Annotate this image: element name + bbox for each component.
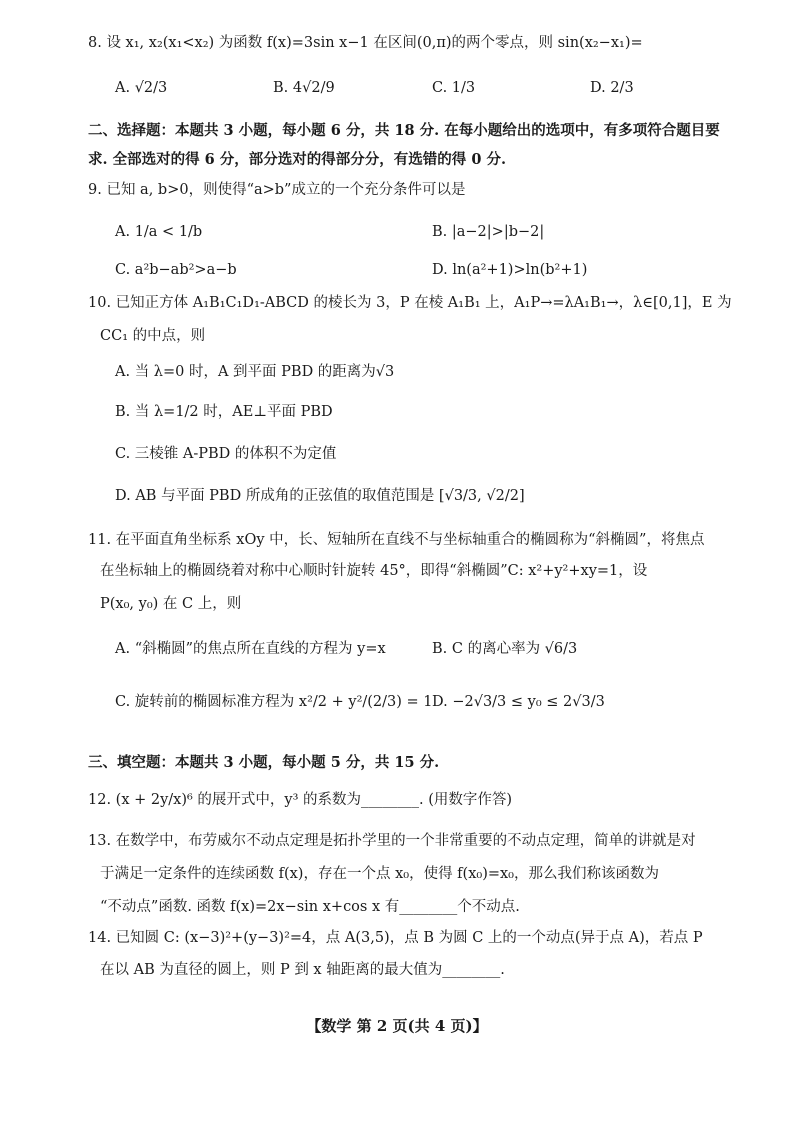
q8-option-d: D. 2/3 xyxy=(590,80,634,96)
q11-stem-line2: 在坐标轴上的椭圆绕着对称中心顺时针旋转 45°，即得“斜椭圆”C: x²+y²+xy=1，设 xyxy=(100,563,648,579)
q11-option-d: D. −2√3/3 ≤ y₀ ≤ 2√3/3 xyxy=(432,694,605,710)
q9-stem: 9. 已知 a, b>0，则使得“a>b”成立的一个充分条件可以是 xyxy=(88,182,466,198)
q8-option-b: B. 4√2/9 xyxy=(273,80,335,96)
q10-stem-line2: CC₁ 的中点，则 xyxy=(100,328,206,344)
q14-stem-line2: 在以 AB 为直径的圆上，则 P 到 x 轴距离的最大值为________. xyxy=(100,962,505,978)
q11-stem-line3: P(x₀, y₀) 在 C 上，则 xyxy=(100,596,242,612)
page-footer: 【数学 第 2 页(共 4 页)】 xyxy=(306,1017,488,1035)
q14-stem-line1: 14. 已知圆 C: (x−3)²+(y−3)²=4，点 A(3,5)，点 B 为圆 C 上的一个动点(异于点 A)，若点 P xyxy=(88,930,703,946)
q11-option-b: B. C 的离心率为 √6/3 xyxy=(432,641,578,657)
q10-stem-line1: 10. 已知正方体 A₁B₁C₁D₁-ABCD 的棱长为 3，P 在棱 A₁B₁ 上，A₁P→=λA₁B₁→，λ∈[0,1]，E 为 xyxy=(88,295,732,311)
section2-heading: 二、选择题：本题共 3 小题，每小题 6 分，共 18 分. 在每小题给出的选项中，有多项符合题目要 xyxy=(88,122,720,139)
q8-stem: 8. 设 x₁, x₂(x₁<x₂) 为函数 f(x)=3sin x−1 在区间(0,π)的两个零点，则 sin(x₂−x₁)= xyxy=(88,35,643,51)
section3-heading: 三、填空题：本题共 3 小题，每小题 5 分，共 15 分. xyxy=(88,754,440,771)
q13-stem-line2: 于满足一定条件的连续函数 f(x)，存在一个点 x₀，使得 f(x₀)=x₀，那么我们称该函数为 xyxy=(100,866,659,882)
q10-option-c: C. 三棱锥 A-PBD 的体积不为定值 xyxy=(115,446,337,462)
q12-stem: 12. (x + 2y/x)⁶ 的展开式中，y³ 的系数为________. (用数字作答) xyxy=(88,792,513,808)
q10-option-b: B. 当 λ=1/2 时，AE⊥平面 PBD xyxy=(115,404,333,420)
q11-stem-line1: 11. 在平面直角坐标系 xOy 中，长、短轴所在直线不与坐标轴重合的椭圆称为“斜椭圆”，将焦点 xyxy=(88,532,705,548)
section2-heading-cont: 求. 全部选对的得 6 分，部分选对的得部分分，有选错的得 0 分. xyxy=(88,151,507,168)
q9-option-d: D. ln(a²+1)>ln(b²+1) xyxy=(432,262,588,278)
q13-stem-line1: 13. 在数学中，布劳威尔不动点定理是拓扑学里的一个非常重要的不动点定理，简单的讲就是对 xyxy=(88,833,696,849)
q11-option-c: C. 旋转前的椭圆标准方程为 x²/2 + y²/(2/3) = 1 xyxy=(115,694,433,710)
q8-option-c: C. 1/3 xyxy=(432,80,476,96)
q9-option-b: B. |a−2|>|b−2| xyxy=(432,224,545,240)
q13-stem-line3: “不动点”函数. 函数 f(x)=2x−sin x+cos x 有________个不动点. xyxy=(100,899,520,915)
q9-option-a: A. 1/a < 1/b xyxy=(115,224,203,240)
q9-option-c: C. a²b−ab²>a−b xyxy=(115,262,237,278)
q10-option-d: D. AB 与平面 PBD 所成角的正弦值的取值范围是 [√3/3, √2/2] xyxy=(115,488,525,504)
q11-option-a: A. “斜椭圆”的焦点所在直线的方程为 y=x xyxy=(115,641,386,657)
q10-option-a: A. 当 λ=0 时，A 到平面 PBD 的距离为√3 xyxy=(115,364,395,380)
q8-option-a: A. √2/3 xyxy=(115,80,168,96)
